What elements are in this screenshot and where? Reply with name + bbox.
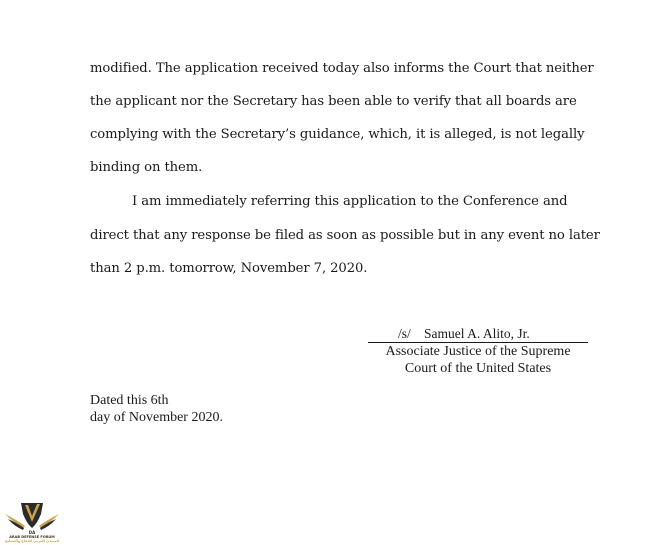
logo-name: ARAB DEFENSE FORUM (9, 535, 55, 539)
paragraph2-line2: direct that any response be filed as soon as possible but in any event no later (90, 228, 600, 243)
paragraph1-line4: binding on them. (90, 160, 203, 175)
shield-wings-icon (3, 500, 61, 534)
signature-prefix: /s/ (398, 326, 411, 341)
signature-title-line1: Associate Justice of the Supreme (385, 344, 571, 359)
signature-name: Samuel A. Alito, Jr. (424, 326, 530, 341)
arab-defense-forum-logo (3, 500, 61, 544)
logo-abbr: DA (28, 530, 36, 535)
logo-subtitle: المنتدى العربي للدفاع والتسليح (5, 539, 59, 543)
signature-title-line2: Court of the United States (404, 361, 552, 376)
paragraph1-line1: modified. The application received today also informs the Court that neither (90, 61, 594, 76)
signature-line (368, 320, 588, 343)
paragraph1-line2: the applicant nor the Secretary has been able to verify that all boards are (90, 94, 577, 109)
paragraph2-line3: than 2 p.m. tomorrow, November 7, 2020. (90, 261, 368, 276)
paragraph2-line1: I am immediately referring this application to the Conference and (132, 194, 568, 209)
dated-line2: day of November 2020. (90, 410, 223, 425)
dated-line1: Dated this 6th (90, 393, 169, 408)
paragraph1-line3: complying with the Secretary’s guidance, which, it is alleged, is not legally (90, 127, 585, 142)
